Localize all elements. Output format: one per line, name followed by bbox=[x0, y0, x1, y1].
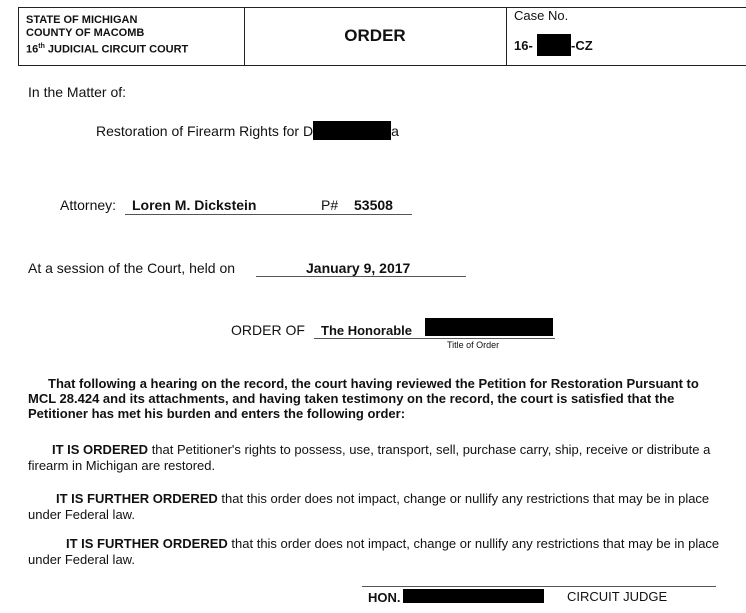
order-paragraph-2-text: that this order does not impact, change or nullify any restrictions that may be in place under Federal law. bbox=[28, 491, 710, 522]
court-circuit bbox=[26, 40, 188, 57]
case-number-redaction bbox=[537, 34, 571, 56]
session-date-underline bbox=[256, 276, 466, 277]
attorney-p-number: 53508 bbox=[354, 197, 393, 213]
order-paragraph-1 bbox=[28, 442, 718, 474]
court-circuit-sup: th bbox=[38, 43, 45, 50]
matter-text-prefix: Restoration of Firearm Rights for D bbox=[96, 123, 314, 139]
session-date: January 9, 2017 bbox=[306, 260, 411, 276]
matter-text-suffix: a bbox=[391, 123, 399, 139]
matter-label: In the Matter of: bbox=[28, 84, 127, 100]
header-left-border bbox=[18, 7, 19, 66]
attorney-p-label: P# bbox=[321, 197, 339, 213]
order-paragraph-3 bbox=[28, 536, 738, 568]
order-of-underline bbox=[314, 338, 555, 339]
order-of-value: The Honorable bbox=[321, 323, 413, 338]
attorney-name: Loren M. Dickstein bbox=[132, 197, 257, 213]
matter-text bbox=[96, 121, 399, 140]
signature-hon-label: HON. bbox=[368, 590, 401, 605]
order-intro: That following a hearing on the record, the court having reviewed the Petition for Restoration Pursuant to MCL 28.424 and its attachments, and having taken testimony on the record, the court is satisfied that the Petitioner has met his burden and enters the following order: bbox=[28, 376, 699, 421]
order-paragraph-1-lead: IT IS ORDERED bbox=[52, 442, 149, 457]
case-number-suffix: -CZ bbox=[571, 38, 593, 53]
order-paragraph-1-text: that Petitioner's rights to possess, use, transport, sell, purchase carry, ship, receive or distribute a firearm in Michigan are restored. bbox=[28, 442, 711, 473]
court-circuit-name: JUDICIAL CIRCUIT COURT bbox=[44, 43, 189, 56]
case-number-prefix: 16- bbox=[514, 38, 533, 53]
signature-line bbox=[362, 586, 716, 587]
court-identification bbox=[26, 14, 188, 57]
case-number-label: Case No. bbox=[514, 8, 569, 23]
order-paragraph-2-lead: IT IS FURTHER ORDERED bbox=[56, 491, 218, 506]
signature-title: CIRCUIT JUDGE bbox=[567, 589, 668, 604]
attorney-label: Attorney: bbox=[60, 197, 117, 213]
session-label: At a session of the Court, held on bbox=[28, 260, 236, 276]
document-title: ORDER bbox=[344, 26, 406, 45]
court-state: STATE OF MICHIGAN bbox=[26, 14, 138, 26]
header-bottom-border bbox=[18, 65, 746, 66]
header-top-border bbox=[18, 7, 746, 8]
judge-name-redaction bbox=[425, 318, 553, 336]
attorney-underline bbox=[125, 214, 412, 215]
order-paragraph-3-lead: IT IS FURTHER ORDERED bbox=[66, 536, 228, 551]
order-of-label: ORDER OF bbox=[231, 322, 305, 338]
court-county: COUNTY OF MACOMB bbox=[26, 27, 145, 39]
order-paragraph-2 bbox=[28, 491, 718, 523]
signature-name-redaction bbox=[403, 589, 544, 603]
court-circuit-number: 16 bbox=[26, 43, 39, 56]
petitioner-name-redaction bbox=[313, 121, 391, 140]
order-of-caption: Title of Order bbox=[447, 340, 500, 350]
order-paragraph-3-text: that this order does not impact, change or nullify any restrictions that may be in place under Federal law. bbox=[28, 536, 720, 567]
header-divider-2 bbox=[506, 7, 507, 66]
